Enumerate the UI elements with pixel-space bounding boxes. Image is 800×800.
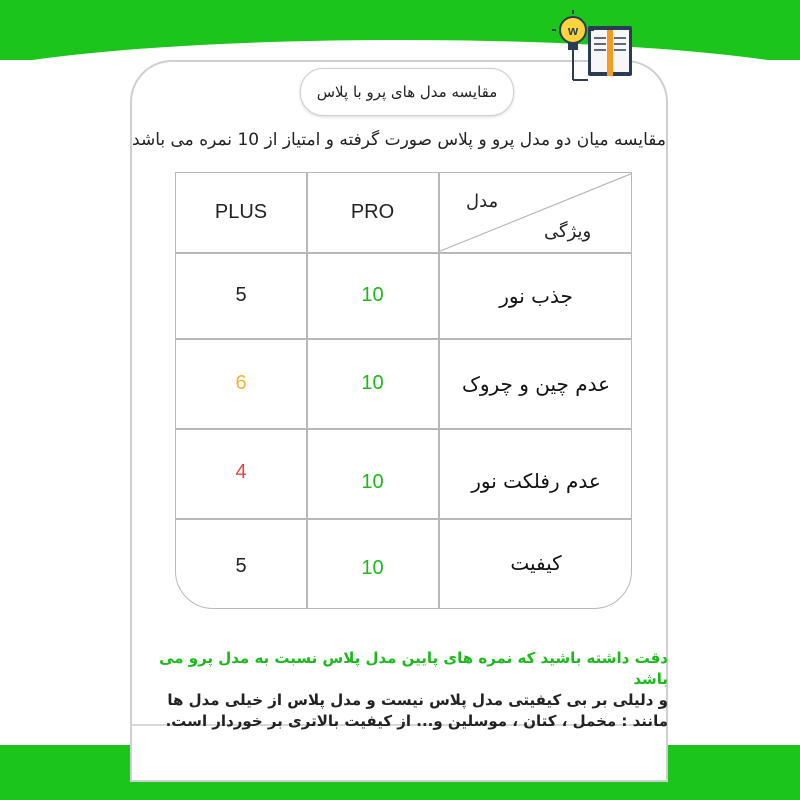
- pro-score: [307, 253, 438, 338]
- plus-score-value: 5: [235, 555, 247, 577]
- plus-score: [176, 253, 306, 338]
- note-paragraph: [130, 648, 668, 732]
- comparison-table: [175, 172, 632, 609]
- feature-label: کیفیت: [510, 551, 562, 575]
- plus-score: [176, 519, 306, 609]
- plus-score: [176, 339, 306, 428]
- note-line: دقت داشته باشید که نمره های پایین مدل پلاس نسبت به مدل پرو می باشد: [159, 649, 668, 688]
- page-title: مقایسه مدل های پرو با پلاس: [300, 68, 514, 116]
- header-diagonal: [438, 173, 632, 253]
- header-feature-label: ویژگی: [544, 221, 592, 242]
- pro-score-value: 10: [361, 557, 384, 579]
- pro-score: [307, 429, 438, 518]
- pro-score: [307, 339, 438, 428]
- pro-score: [307, 519, 438, 609]
- feature-label: عدم چین و چروک: [461, 371, 611, 396]
- header-pro: PRO: [350, 201, 395, 223]
- pro-score-value: 10: [361, 471, 384, 493]
- note-line: مانند : مخمل ، کتان ، موسلین و... از کیفیت بالاتری بر خوردار است.: [165, 712, 668, 730]
- pro-score-value: 10: [361, 284, 384, 306]
- feature-label: جذب نور: [499, 283, 573, 308]
- book-bulb-icon: [550, 8, 640, 88]
- note-line: و دلیلی بر بی کیفیتی مدل پلاس نیست و مدل پلاس از خیلی مدل ها: [167, 691, 668, 709]
- plus-score-value: 4: [235, 461, 247, 483]
- plus-score: [176, 429, 306, 518]
- header-model-label: مدل: [466, 191, 499, 212]
- header-plus: PLUS: [214, 201, 268, 223]
- plus-score-value: 5: [235, 284, 247, 306]
- intro-text: مقایسه میان دو مدل پرو و پلاس صورت گرفته و امتیاز از 10 نمره می باشد: [132, 130, 666, 150]
- pro-score-value: 10: [361, 372, 384, 394]
- plus-score-value: 6: [235, 372, 247, 394]
- feature-label: عدم رفلکت نور: [471, 469, 601, 493]
- logo-badge-text: w: [567, 23, 579, 38]
